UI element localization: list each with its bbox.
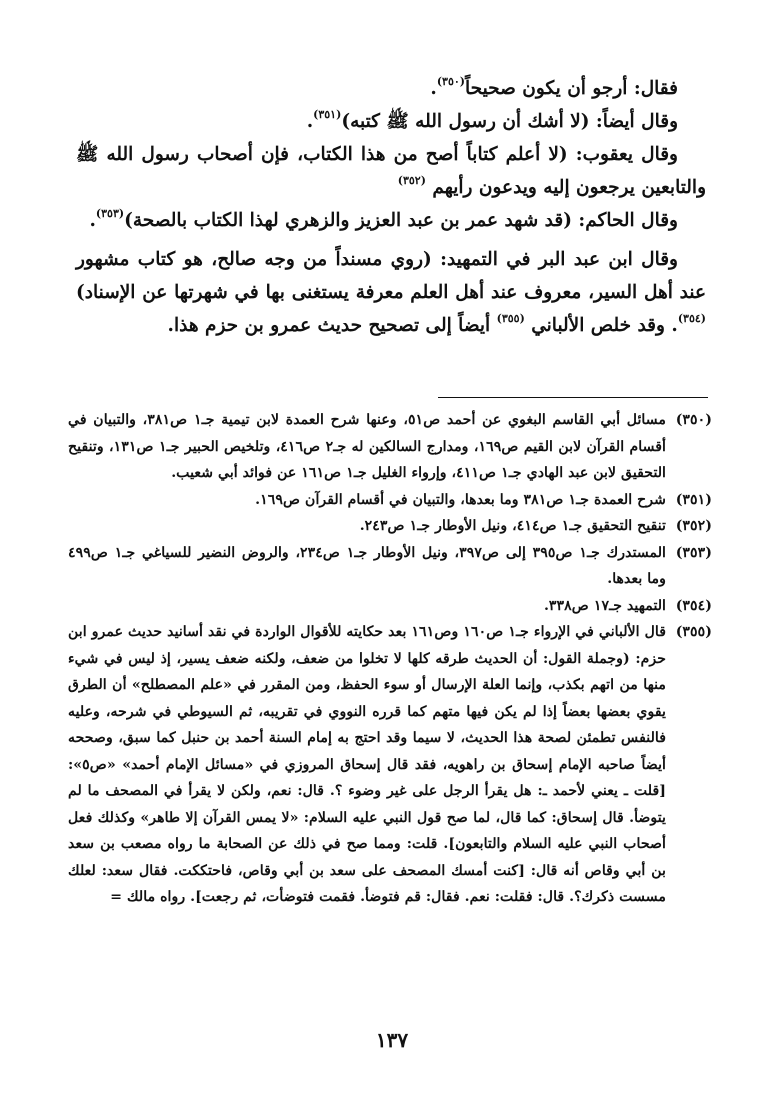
footnote [68,513,712,540]
main-text [76,72,706,342]
footnote-number: (٣٥١) [675,491,712,508]
footnote-ref[interactable]: (٣٥٣) [95,207,125,220]
footnote [68,487,712,514]
footnote-divider [438,397,708,398]
footnotes [68,407,712,911]
page-number: ١٣٧ [375,1028,409,1052]
footnote-ref[interactable]: (٣٥٢) [397,174,426,187]
paragraph-text: وقال أيضاً: (لا أشك أن رسول الله ﷺ كتبه) [341,111,678,132]
paragraph-text: وقال ابن عبد البر في التمهيد: (روي مسنداً من وجه صالح، هو كتاب مشهور عند أهل السير، معروف عند أهل العلم معرفة يستغنى بها في شهرتها عن الإسناد) [76,249,706,303]
footnote-number: (٣٥٤) [675,597,712,614]
paragraph-4 [76,204,706,237]
footnote-ref[interactable]: (٣٥٤) [677,312,706,325]
footnote [68,407,712,487]
footnote-number: (٣٥٢) [675,518,712,534]
paragraph-1 [76,72,706,105]
footnote [68,593,712,620]
paragraph-tail: . [430,78,437,99]
paragraph-tail: . [306,111,314,132]
footnote-number: (٣٥٥) [675,624,713,640]
footnote-number: (٣٥٠) [675,412,712,428]
footnote-text: مسائل أبي القاسم البغوي عن أحمد ص٥١، وعنها شرح العمدة لابن تيمية جـ١ ص٣٨١، والتبيان في أقسام القرآن لابن القيم ص١٦٩، ومدارج السالكين له جـ٢ ص٤١٦، وتلخيص الحبير جـ١ ص١٣١، وتنقيح التحقيق لابن عبد الهادي جـ١ ص٤١١، وإرواء الغليل جـ١ ص١٦١ عن فوائد أبي شعيب. [68,412,666,481]
footnote-ref[interactable]: (٣٥٠) [436,75,465,88]
footnote-text: قال الألباني في الإرواء جـ١ ص١٦٠ وص١٦١ بعد حكايته للأقوال الواردة في نقد أسانيد حديث عمرو ابن حزم: (وجملة القول: أن الحديث طرقه كلها لا تخلوا من ضعف، ولكنه ضعف يسير، إذ ليس في شيء منها من اتهم بكذب، وإنما العلة الإرسال أو سوء الحفظ، ومن المقرر في «علم المصطلح» أن الطرق يقوي بعضها بعضاً إذا لم يكن فيها متهم كما قرره النووي في تقريبه، ثم السيوطي في شرحه، وعليه فالنفس تطمئن لصحة هذا الحديث، لا سيما وقد احتج به إمام السنة أحمد بن حنبل كما سبق، وصححه أيضاً صاحبه الإمام إسحاق بن راهويه، فقد قال إسحاق المروزي في «مسائل الإمام أحمد» «ص٥»: [قلت ـ يعني لأحمد ـ: هل يقرأ الرجل على غير وضوء ؟. قال: نعم، ولكن لا يقرأ في المصحف ما لم يتوضأ. قال إسحاق: كما قال، لما صح قول النبي عليه السلام: «لا يمس القرآن إلا طاهر» وكذلك فعل أصحاب النبي عليه السلام والتابعون]. قلت: ومما صح في ذلك عن الصحابة ما رواه مصعب بن سعد بن أبي وقاص أنه قال: [كنت أمسك المصحف على سعد بن أبي وقاص، فاحتككت. فقال سعد: لعلك مسست ذكرك؟. قال: فقلت: نعم. فقال: قم فتوضأ. فقمت فتوضأت، ثم رجعت]. رواه مالك = [68,624,667,905]
paragraph-text: أيضاً إلى تصحيح حديث عمرو بن حزم هذا. [167,315,491,336]
footnote-text: شرح العمدة جـ١ ص٣٨١ وما بعدها، والتبيان في أقسام القرآن ص١٦٩. [255,491,666,508]
paragraph-tail: . [89,210,96,231]
paragraph-text: . وقد خلص الألباني [531,315,678,336]
footnote-text: التمهيد جـ١٧ ص٣٣٨. [543,597,666,614]
paragraph-text: وقال الحاكم: (قد شهد عمر بن عبد العزيز والزهري لهذا الكتاب بالصحة) [124,210,678,231]
footnote [68,619,712,911]
paragraph-text: فقال: أرجو أن يكون صحيحاً [465,78,678,99]
footnote [68,540,712,593]
paragraph-2 [76,105,706,138]
footnote-number: (٣٥٣) [675,544,712,561]
paragraph-text: وقال يعقوب: (لا أعلم كتاباً أصح من هذا الكتاب، فإن أصحاب رسول الله ﷺ والتابعين يرجعون إليه ويدعون رأيهم [76,144,706,198]
footnote-ref[interactable]: (٣٥١) [313,108,342,121]
paragraph-5 [76,243,706,342]
paragraph-3 [76,138,706,204]
footnote-text: تنقيح التحقيق جـ١ ص٤١٤، ونيل الأوطار جـ١ ص٢٤٣. [359,518,666,534]
footnote-ref[interactable]: (٣٥٥) [496,312,525,325]
footnote-text: المستدرك جـ١ ص٣٩٥ إلى ص٣٩٧، ونيل الأوطار جـ١ ص٢٣٤، والروض النضير للسياغي جـ١ ص٤٩٩ وما بعدها. [68,544,666,587]
